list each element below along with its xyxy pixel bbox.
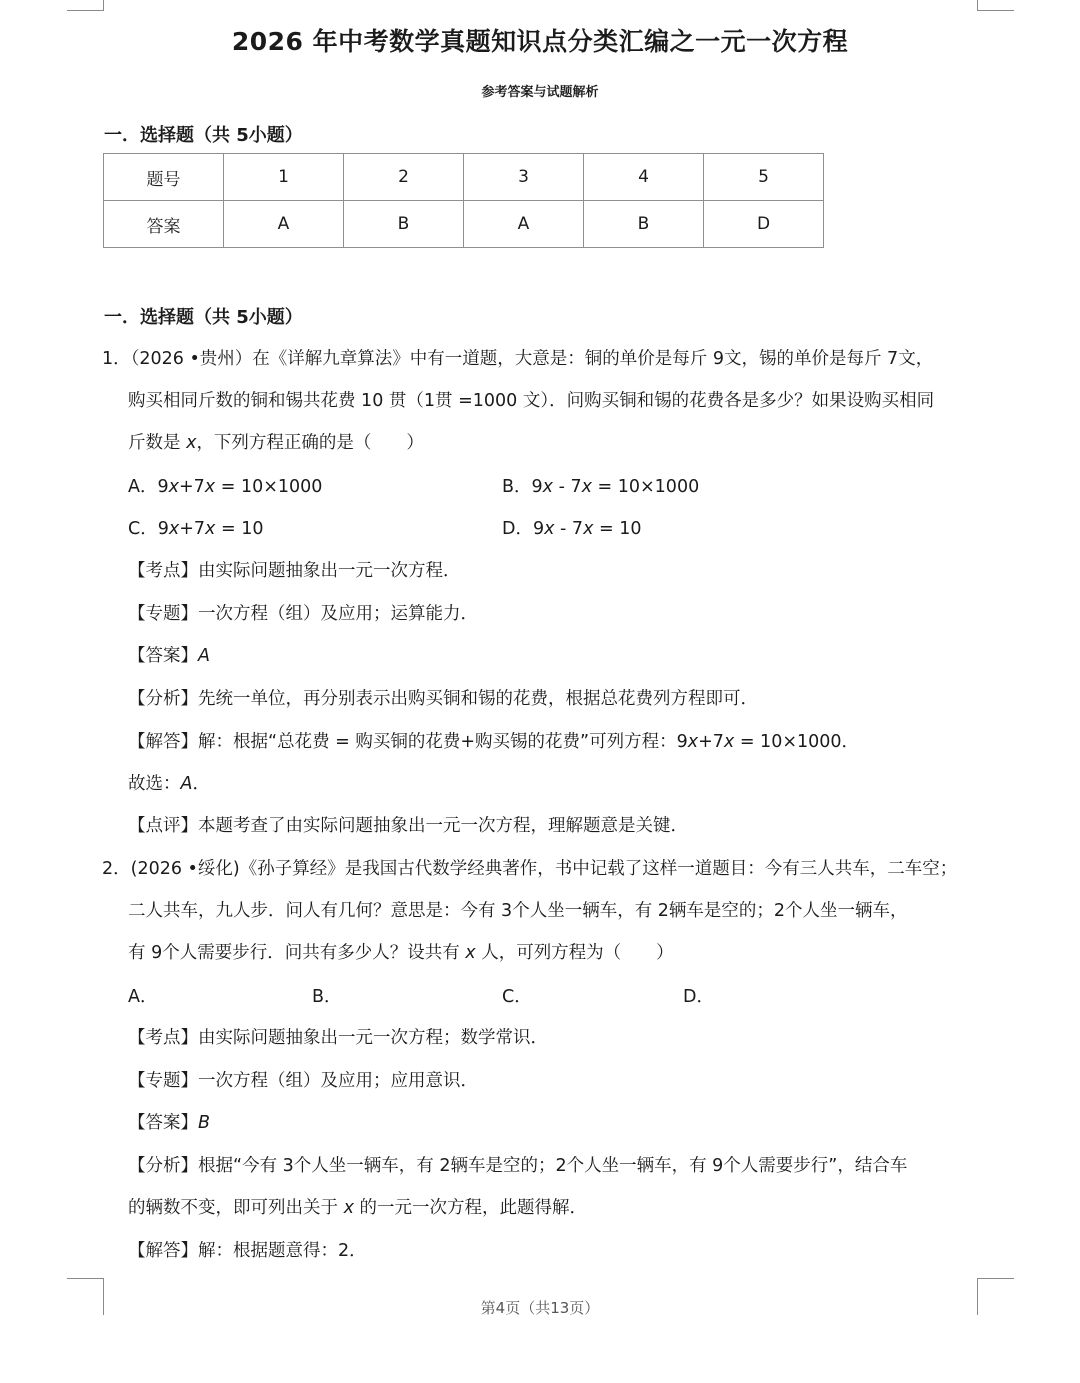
table-cell: B (344, 201, 464, 248)
table-cell: 答案 (104, 201, 224, 248)
answer-table (103, 153, 824, 248)
question-1-stem-line: 1．（2026 •贵州）在《详解九章算法》中有一道题，大意是：铜的单价是每斤 9文，锡的单价是每斤 7文， (102, 349, 934, 369)
page-number: 第4页（共13页） (480, 1299, 600, 1317)
option-b: B． (312, 987, 342, 1007)
option-d: D． (683, 987, 714, 1007)
solution: 【解答】解：根据题意得：2． (128, 1241, 367, 1261)
answer: 【答案】B (128, 1113, 211, 1133)
table-cell: B (584, 201, 704, 248)
crop-mark (67, 0, 104, 11)
comment: 【点评】本题考查了由实际问题抽象出一元一次方程，理解题意是关键． (128, 816, 688, 836)
question-1-stem-line: 购买相同斤数的铜和锡共花费 10 贯（1贯 =1000 文）．问购买铜和锡的花费各是多少？如果设购买相同 (128, 391, 935, 411)
crop-mark (977, 0, 1014, 11)
section-heading: 一．选择题（共 5小题） (104, 125, 303, 146)
page-subtitle: 参考答案与试题解析 (481, 85, 599, 100)
analysis-continued: 的辆数不变，即可列出关于 x 的一元一次方程，此题得解． (128, 1198, 587, 1218)
analysis: 【分析】根据“今有 3个人坐一辆车，有 2辆车是空的；2个人坐一辆车，有 9个人需要步行”，结合车 (128, 1156, 908, 1176)
option-c: C．9x+7x = 10 (128, 519, 264, 539)
table-cell: D (704, 201, 824, 248)
choice-result: 故选：A． (128, 774, 210, 794)
option-a: A．9x+7x = 10×1000 (128, 477, 323, 497)
table-cell: A (224, 201, 344, 248)
option-b: B．9x - 7x = 10×1000 (502, 477, 700, 497)
option-c: C． (502, 987, 532, 1007)
solution: 【解答】解：根据“总花费 = 购买铜的花费+购买锡的花费”可列方程：9x+7x = 10×1000． (128, 732, 860, 752)
section-heading: 一．选择题（共 5小题） (104, 307, 303, 328)
page-title: 2026 年中考数学真题知识点分类汇编之一元一次方程 (231, 27, 849, 56)
table-cell: A (464, 201, 584, 248)
option-d: D．9x - 7x = 10 (502, 519, 642, 539)
topic: 【专题】一次方程（组）及应用；应用意识． (128, 1071, 478, 1091)
table-cell: 1 (224, 154, 344, 201)
question-2-stem-line: 二人共车，九人步．问人有几何？意思是：今有 3个人坐一辆车，有 2辆车是空的；2个人坐一辆车， (128, 901, 908, 921)
analysis: 【分析】先统一单位，再分别表示出购买铜和锡的花费，根据总花费列方程即可． (128, 689, 758, 709)
knowledge-point: 【考点】由实际问题抽象出一元一次方程． (128, 561, 461, 581)
question-2-stem-line: 2．(2026 •绥化)《孙子算经》是我国古代数学经典著作，书中记载了这样一道题目：今有三人共车，二车空； (102, 859, 958, 879)
question-1-stem-line: 斤数是 x，下列方程正确的是（ ） (128, 433, 424, 453)
answer: 【答案】A (128, 646, 210, 666)
option-a: A． (128, 987, 158, 1007)
table-cell: 5 (704, 154, 824, 201)
topic: 【专题】一次方程（组）及应用；运算能力． (128, 604, 478, 624)
table-cell: 4 (584, 154, 704, 201)
table-cell: 2 (344, 154, 464, 201)
knowledge-point: 【考点】由实际问题抽象出一元一次方程；数学常识． (128, 1028, 548, 1048)
table-cell: 题号 (104, 154, 224, 201)
table-row (104, 154, 824, 201)
question-2-stem-line: 有 9个人需要步行．问共有多少人？设共有 x 人，可列方程为（ ） (128, 943, 674, 963)
table-row (104, 201, 824, 248)
table-cell: 3 (464, 154, 584, 201)
